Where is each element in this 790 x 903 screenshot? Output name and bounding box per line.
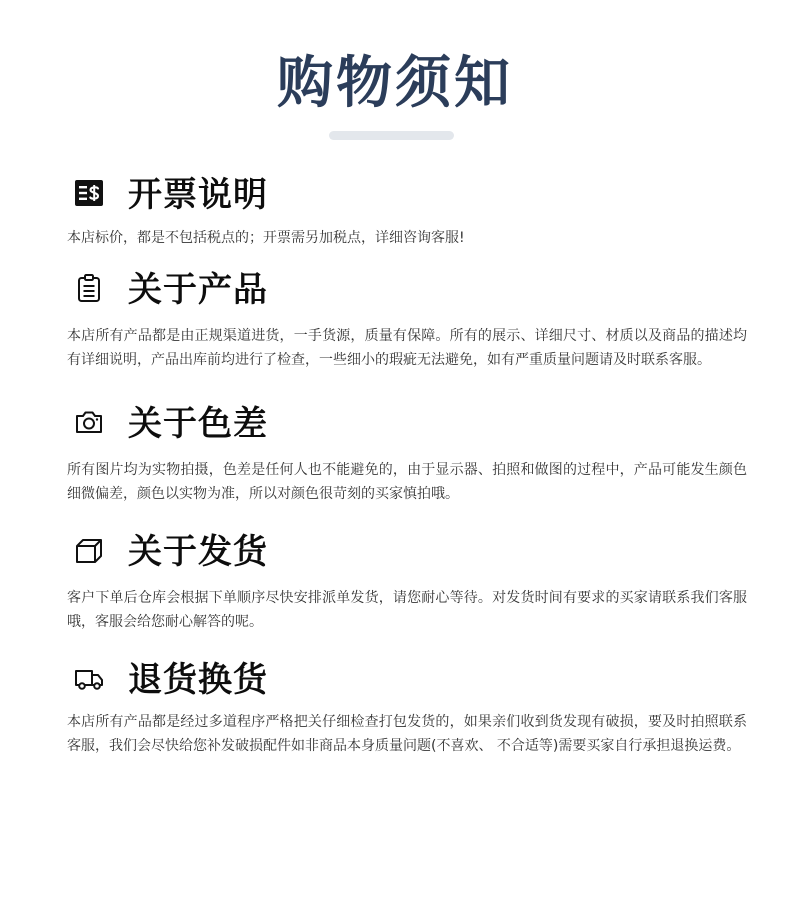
section-heading: 关于产品 [128,270,268,310]
truck-icon [73,662,105,694]
clipboard-icon [73,272,105,304]
section-heading: 关于色差 [128,404,268,444]
section-header [0,404,790,444]
section-text: 所有图片均为实物拍摄，色差是任何人也不能避免的，由于显示器、拍照和做图的过程中，产品可能发生颜色细微偏差，颜色以实物为准，所以对颜色很苛刻的买家慎拍哦。 [67,462,747,502]
section-header [0,660,790,700]
section-header [0,175,790,215]
section-text: 本店所有产品都是经过多道程序严格把关仔细检查打包发货的，如果亲们收到货发现有破损，要及时拍照联系客服，我们会尽快给您补发破损配件如非商品本身质量问题(不喜欢、 不合适等)需要买家自行承担退换运费。 [67,714,747,754]
section-heading: 关于发货 [128,532,268,572]
section-heading: 开票说明 [128,175,268,215]
box-icon [73,534,105,566]
title-divider [329,131,454,140]
page-title: 购物须知 [277,51,513,116]
section-header [0,270,790,310]
camera-icon [73,406,105,438]
invoice-icon [73,177,105,209]
section-header [0,532,790,572]
section-text: 本店标价，都是不包括税点的；开票需另加税点，详细咨询客服! [67,230,465,246]
section-text: 客户下单后仓库会根据下单顺序尽快安排派单发货，请您耐心等待。对发货时间有要求的买家请联系我们客服哦，客服会给您耐心解答的呢。 [67,590,747,630]
section-text: 本店所有产品都是由正规渠道进货，一手货源，质量有保障。所有的展示、详细尺寸、材质以及商品的描述均有详细说明，产品出库前均进行了检查，一些细小的瑕疵无法避免，如有严重质量问题请及时联系客服。 [67,328,747,368]
section-heading: 退货换货 [128,660,268,700]
